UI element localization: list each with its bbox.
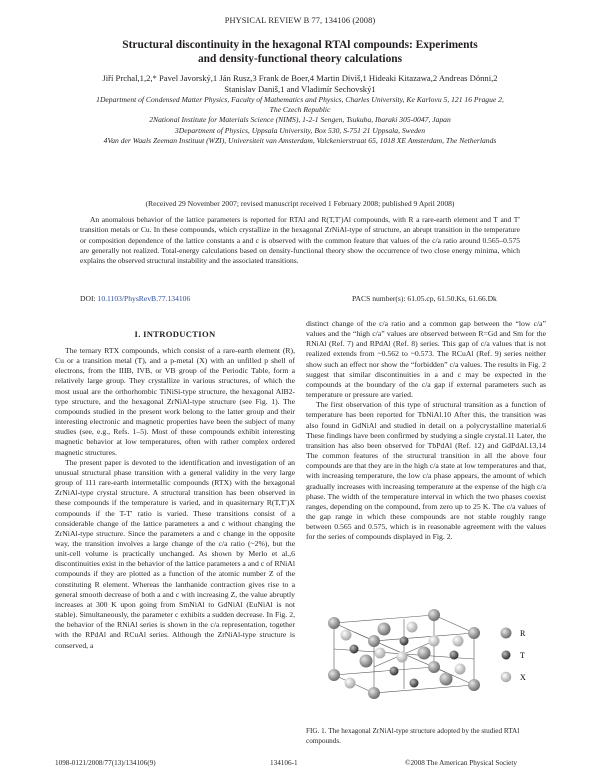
affiliation-4: 4Van der Waals Zeeman Instituut (WZI), Universiteit van Amsterdam, Valckenierstraat 65, 1018 XE Amsterdam, The Netherlands	[103, 135, 497, 145]
affiliation-3: 3Department of Physics, Uppsala University, Box 530, S-751 21 Uppsala, Sweden	[174, 125, 426, 135]
right-column	[306, 319, 546, 590]
footer-left: 1098-0121/2008/77(13)/134106(9)	[55, 759, 156, 767]
title-line-1: Structural discontinuity in the hexagonal RTAl compounds: Experiments	[122, 39, 478, 51]
crystal-structure-diagram	[306, 593, 546, 713]
doi-line	[80, 294, 190, 303]
left-column	[55, 346, 295, 742]
author-list	[50, 73, 550, 95]
footer-page-number: 134106-1	[270, 759, 298, 767]
figure-1	[306, 593, 546, 713]
doi-label: DOI:	[80, 294, 96, 303]
section-title: I. INTRODUCTION	[134, 329, 216, 339]
legend-x-label: X	[520, 673, 526, 682]
affiliation-1: 1Department of Condensed Matter Physics, Faculty of Mathematics and Physics, Charles University, Ke Karlovu 5, 121 16 Prague 2,	[96, 95, 504, 104]
paper-title	[60, 38, 540, 66]
legend-t-atom	[502, 651, 511, 660]
legend-r-atom	[501, 628, 512, 639]
affiliation-1-cont: The Czech Republic	[269, 105, 331, 115]
title-line-2: and density-functional theory calculations	[197, 53, 403, 65]
journal-header: PHYSICAL REVIEW B 77, 134106 (2008)	[224, 16, 376, 25]
legend	[501, 628, 527, 683]
paragraph: distinct change of the c/a ratio and a common gap between the “low c/a” values and the “high c/a” values are observed between R=Gd and Sm for the RNiAl (Ref. 7) and RPdAl (Ref. 8) series. This gap of c/a values that is not realized extends from ~0.562 to ~0.573. The RCuAl (Ref. 9) series neither show such an effect nor show the “forbidden” c/a values. The results in Fig. 2 suggest that similar discontinuities in a and c may be expected in the compounds at the boundary of the c/a gap if external parameters such as temperature or pressure are varied.	[306, 319, 546, 400]
authors-line-2: Stanislav Daniš,1 and Vladimír Sechovský1	[224, 84, 376, 94]
paragraph: The first observation of this type of structural transition as a function of temperature has been reported for TbNiAl.10 After this, the transition was also found in GdNiAl and studied in detail on a polycrystalline material.6 These findings have been confirmed by studying a single crystal.11 Later, the transition has also been observed for TbPdAl (Ref. 12) and GdPdAl.13,14 The common features of the structural transition in all the above four compounds are that they are in the high c/a state at low temperatures and that, with increasing temperature, the low c/a phase appears, the amount of which gradually increases with increasing temperature at the expense of the high c/a phase. The width of the temperature interval in which the two phases coexist ranges, depending on the compound, from zero up to 25 K. The c/a values of the gap range in which these compounds are not stable roughly range between 0.565 and 0.575, which is in reasonable agreement with the values for the series of compounds displayed in Fig. 2.	[306, 400, 546, 542]
legend-x-atom	[501, 672, 511, 682]
affiliation-2: 2National Institute for Materials Science (NIMS), 1-2-1 Sengen, Tsukuba, Ibaraki 305-0047, Japan	[149, 115, 451, 125]
abstract: An anomalous behavior of the lattice parameters is reported for RTAl and R(T,T′)Al compounds, with R a rare-earth element and T and T′ transition metals or Cu. In these compounds, which crystallize in the hexagonal ZrNiAl-type of structure, an abrupt transition in the temperature or composition dependence of the lattice constants a and c is observed with the common feature that values of the c/a ratio around 0.565–0.575 are generally not realized. Total-energy calculations based on density-functional theory show the occurrence of two close energy minima, which explains the observed structural instability and the associated transitions.	[80, 215, 520, 266]
paragraph: The ternary RTX compounds, which consist of a rare-earth element (R), Cu or a transition metal (T), and a p-metal (X) with an unfilled p shell of electrons, from the IIIB, IVB, or VB group of the Periodic Table, form a relatively large group. They crystallize in various structures, of which the most usual are the orthorhombic TiNiSi-type structure, the hexagonal AlB2-type structure, and the hexagonal ZrNiAl-type structure (see Fig. 1). The compounds studied in the present work belong to the latter group and their interesting electronic and magnetic properties have been the subject of many studies (see, e.g., Refs. 1–5). Most of these compounds exhibit interesting magnetic behavior at low temperatures, often with rather complex ordered magnetic structures.	[55, 346, 295, 457]
doi-link[interactable]: 10.1103/PhysRevB.77.134106	[97, 294, 191, 303]
received-dates: (Received 29 November 2007; revised manuscript received 1 February 2008; published 9 April 2008)	[145, 199, 455, 208]
legend-t-label: T	[520, 651, 525, 660]
pacs-numbers: PACS number(s): 61.05.cp, 61.50.Ks, 61.66.Dk	[352, 294, 497, 303]
figure-caption: FIG. 1. The hexagonal ZrNiAl-type structure adopted by the studied RTAl compounds.	[306, 727, 520, 745]
affiliations	[42, 95, 558, 146]
paragraph: The present paper is devoted to the identification and investigation of an unusual structural phase transition with a general validity in the very large group of 111 rare-earth intermetallic compounds (RTX) with the hexagonal ZrNiAl-type crystal structure. A structural transition has been observed in these compounds if the temperature is varied, and in quasiternary R(T,T′)X compounds if the T-T′ ratio is varied. These transitions consist of a considerable change of the lattice parameters a and c without changing the ZrNiAl-type structure. Since the parameters a and c change in the opposite way, the transition involves a large change of the c/a ratio (~2%), but the unit-cell volume is practically unchanged. As shown by Merlo et al.,6 discontinuities exist in the behavior of the lattice parameters a and c of RNiAl compounds if they are plotted as a function of the atomic number Z of the constituting R element. Whereas the lanthanide contraction gives rise to a general smooth decrease of both a and c with increasing Z, the value abruptly increases at 300 K upon going from SmNiAl to GdNiAl (EuNiAl is not stable). Simultaneously, the parameter c exhibits a sudden decrease. In Fig. 2, the behavior of the RNiAl series is shown in the c/a representation, together with the RPdAl and RCuAl series. Although the ZrNiAl-type structure is conserved, a	[55, 457, 295, 650]
footer-copyright: ©2008 The American Physical Society	[405, 759, 517, 767]
legend-r-label: R	[520, 629, 526, 638]
authors-line-1: Jiří Prchal,1,2,* Pavel Javorský,1 Ján Rusz,3 Frank de Boer,4 Martin Diviš,1 Hideaki Kitazawa,2 Andreas Dönni,2	[102, 73, 498, 83]
